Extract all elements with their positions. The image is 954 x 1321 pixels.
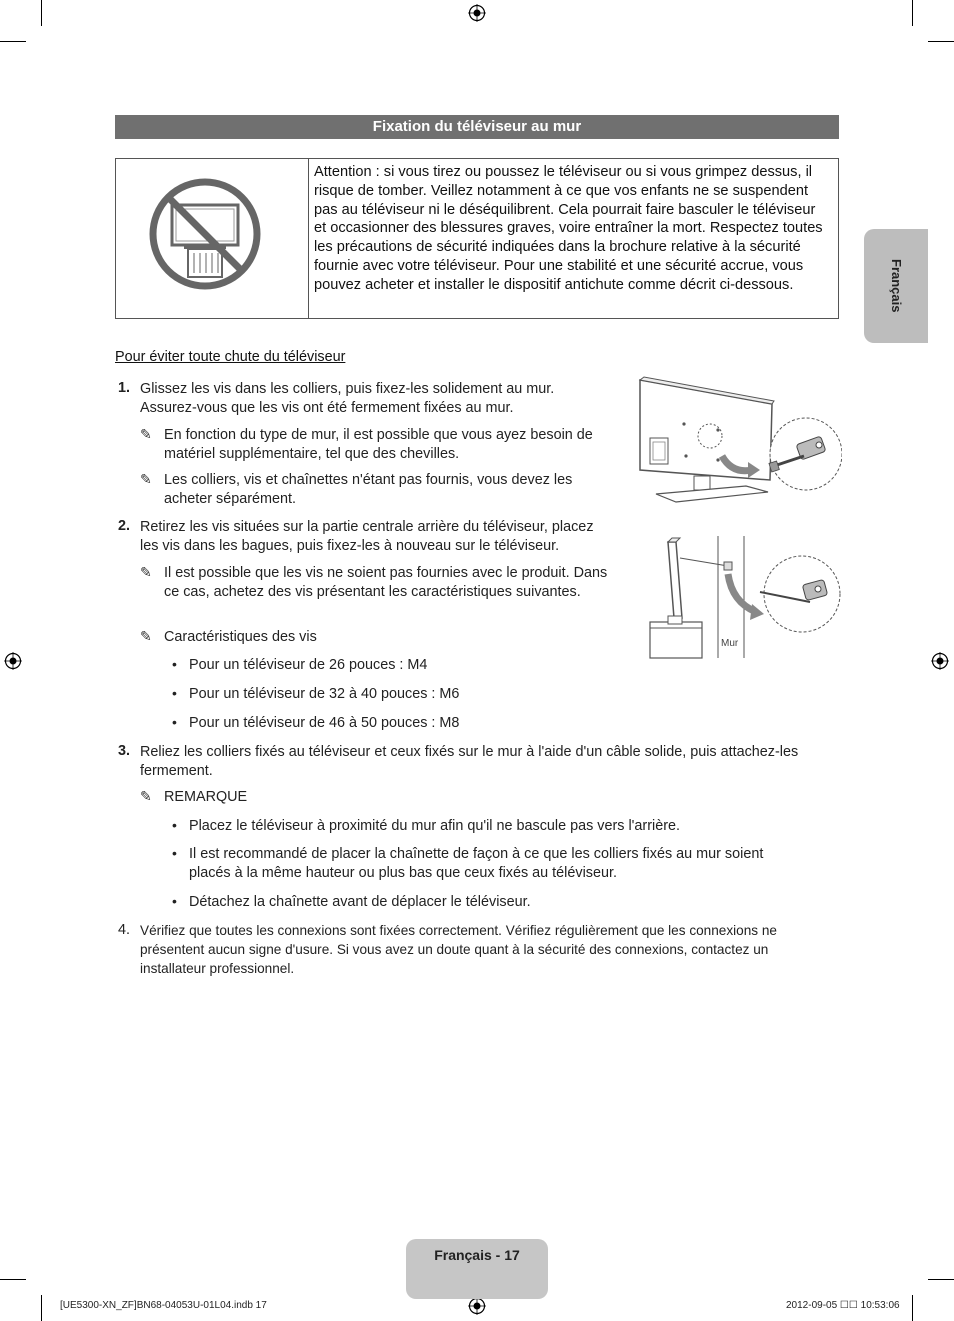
pencil-note-icon: ✎ <box>140 628 152 644</box>
bullet-icon: • <box>172 685 177 701</box>
bullet-item: Pour un téléviseur de 46 à 50 pouces : M8 <box>189 715 460 731</box>
registration-mark-icon <box>4 652 22 670</box>
step-text: Reliez les colliers fixés au téléviseur et ceux fixés sur le mur à l'aide d'un câble solide, puis attachez-les fermement. <box>140 744 799 779</box>
crop-mark <box>41 1295 42 1321</box>
registration-mark-icon <box>468 1297 486 1315</box>
step-text: Vérifiez que toutes les connexions sont fixées correctement. Vérifiez régulièrement que les connexions ne présentent aucun signe d'usure. Si vous avez un doute quant à la sécurité des connexions, contactez un installateur professionnel. <box>140 923 777 976</box>
crop-mark <box>912 1295 913 1321</box>
crop-mark <box>912 0 913 26</box>
registration-mark-icon <box>931 652 949 670</box>
subsection-title: Pour éviter toute chute du téléviseur <box>115 349 346 365</box>
language-side-tab-label: Français <box>889 259 904 313</box>
step-text: Retirez les vis situées sur la partie centrale arrière du téléviseur, placez les vis dans les bagues, puis fixez-les à nouveau sur le téléviseur. <box>140 519 594 554</box>
crop-mark <box>928 41 954 42</box>
footer-datetime: 2012-09-05 ☐☐ 10:53:06 <box>786 1300 900 1311</box>
tv-wall-chain-illustration <box>640 534 842 660</box>
step-number: 1. <box>118 380 131 396</box>
footer-file-info: [UE5300-XN_ZF]BN68-04053U-01L04.indb 17 <box>60 1300 267 1311</box>
crop-mark <box>928 1279 954 1280</box>
pencil-note-icon: ✎ <box>140 788 152 804</box>
section-header: Fixation du téléviseur au mur <box>115 115 839 139</box>
step-note: Il est possible que les vis ne soient pas fournies avec le produit. Dans ce cas, achetez des vis présentant les caractéristiques suivantes. <box>164 565 608 600</box>
step-number: 2. <box>118 518 131 534</box>
bullet-item: Il est recommandé de placer la chaînette de façon à ce que les colliers fixés au mur soient placés à la même hauteur ou plus bas que ceux fixés au téléviseur. <box>189 846 764 881</box>
crop-mark <box>0 1279 26 1280</box>
page-number: Français - 17 <box>434 1247 520 1263</box>
step-number: 4. <box>118 922 131 938</box>
bullet-item: Placez le téléviseur à proximité du mur afin qu'il ne bascule pas vers l'arrière. <box>189 818 681 834</box>
language-side-tab <box>864 229 928 343</box>
bullet-item: Pour un téléviseur de 26 pouces : M4 <box>189 657 428 673</box>
bullet-item: Détachez la chaînette avant de déplacer le téléviseur. <box>189 894 531 910</box>
warning-icon-cell <box>116 159 309 318</box>
bullet-icon: • <box>172 893 177 909</box>
tv-back-bracket-illustration <box>636 374 842 510</box>
step-note: Les colliers, vis et chaînettes n'étant pas fournis, vous devez les acheter séparément. <box>164 472 573 507</box>
pencil-note-icon: ✎ <box>140 426 152 442</box>
step-note: Caractéristiques des vis <box>164 629 317 645</box>
pencil-note-icon: ✎ <box>140 471 152 487</box>
warning-box <box>115 158 839 319</box>
crop-mark <box>0 41 26 42</box>
pencil-note-icon: ✎ <box>140 564 152 580</box>
bullet-icon: • <box>172 845 177 861</box>
no-climbing-tv-icon <box>148 177 262 291</box>
step-note: En fonction du type de mur, il est possible que vous ayez besoin de matériel supplémentaire, tel que des chevilles. <box>164 427 593 462</box>
bullet-item: Pour un téléviseur de 32 à 40 pouces : M6 <box>189 686 460 702</box>
step-text: Glissez les vis dans les colliers, puis fixez-les solidement au mur. Assurez-vous que les vis ont été fermement fixées au mur. <box>140 381 555 416</box>
page-number-tab <box>406 1239 548 1299</box>
bullet-icon: • <box>172 817 177 833</box>
bullet-icon: • <box>172 714 177 730</box>
registration-mark-icon <box>468 4 486 22</box>
warning-text: Attention : si vous tirez ou poussez le téléviseur ou si vous grimpez dessus, il risque de tomber. Veillez notamment à ce que vos enfants ne se suspendent pas au téléviseur ni le déséquilibrent. Cela pourrait faire basculer le téléviseur et occasionner des blessures graves, voire entraîner la mort. Respectez toutes les précautions de sécurité indiquées dans la brochure relative à la sécurité fournie avec votre téléviseur. Pour une stabilité et une sécurité accrue, vous pouvez acheter et installer le dispositif antichute comme décrit ci-dessous. <box>314 164 823 293</box>
step-note: REMARQUE <box>164 789 248 805</box>
crop-mark <box>41 0 42 26</box>
bullet-icon: • <box>172 656 177 672</box>
wall-label: Mur <box>721 638 739 649</box>
step-number: 3. <box>118 743 131 759</box>
